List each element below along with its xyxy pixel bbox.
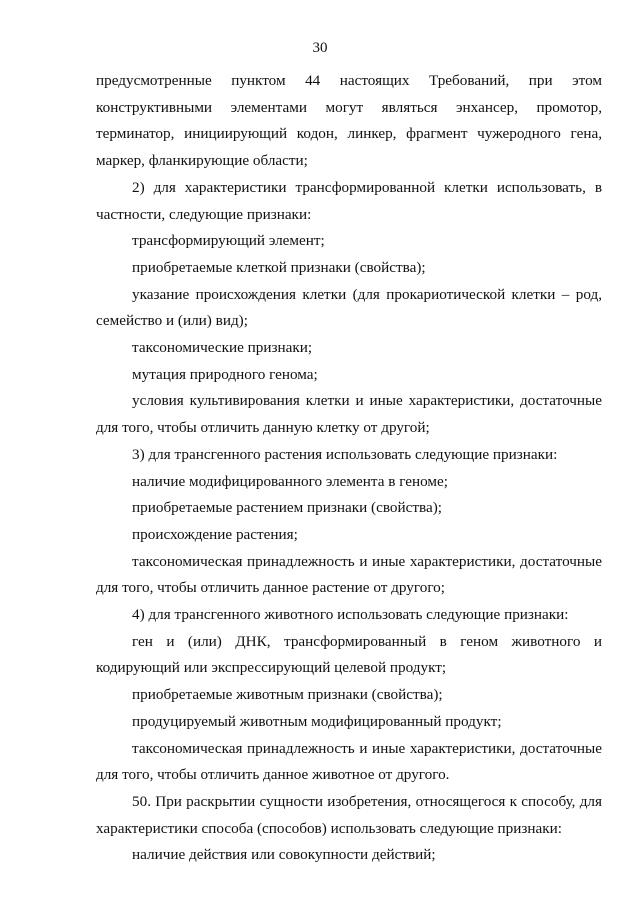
paragraph: 3) для трансгенного растения использовать следующие признаки: — [132, 445, 558, 463]
paragraph: приобретаемые животным признаки (свойства); — [132, 686, 443, 704]
paragraph: трансформирующий элемент; — [132, 232, 325, 250]
paragraph: приобретаемые растением признаки (свойства); — [132, 499, 442, 517]
paragraph: указание происхождения клетки (для прокариотической клетки – род, семейство и (или) вид); — [96, 285, 602, 330]
paragraph: таксономическая принадлежность и иные характеристики, достаточные для того, чтобы отличить данное растение от другого; — [96, 552, 602, 597]
paragraph: наличие действия или совокупности действий; — [132, 846, 436, 864]
paragraph: наличие модифицированного элемента в геноме; — [132, 472, 448, 490]
paragraph: 2) для характеристики трансформированной клетки использовать, в частности, следующие признаки: — [96, 178, 602, 223]
body-text — [96, 68, 602, 869]
paragraph: 50. При раскрытии сущности изобретения, относящегося к способу, для характеристики способа (способов) использовать следующие признаки: — [96, 792, 602, 837]
paragraph: продуцируемый животным модифицированный продукт; — [132, 712, 502, 730]
paragraph: таксономическая принадлежность и иные характеристики, достаточные для того, чтобы отличить данное животное от другого. — [96, 739, 602, 784]
paragraph: происхождение растения; — [132, 525, 298, 543]
paragraph: таксономические признаки; — [132, 339, 313, 357]
paragraph: условия культивирования клетки и иные характеристики, достаточные для того, чтобы отличить данную клетку от другой; — [96, 392, 602, 437]
paragraph: приобретаемые клеткой признаки (свойства); — [132, 258, 426, 276]
page-number: 30 — [312, 40, 328, 56]
paragraph: ген и (или) ДНК, трансформированный в геном животного и кодирующий или экспрессирующий целевой продукт; — [96, 632, 602, 677]
paragraph: мутация природного генома; — [132, 365, 318, 383]
paragraph: 4) для трансгенного животного использовать следующие признаки: — [132, 606, 569, 624]
paragraph: предусмотренные пунктом 44 настоящих Требований, при этом конструктивными элементами могут являться энхансер, промотор, терминатор, инициирующий кодон, линкер, фрагмент чужеродного гена, маркер, фланкирующие области; — [96, 72, 602, 170]
